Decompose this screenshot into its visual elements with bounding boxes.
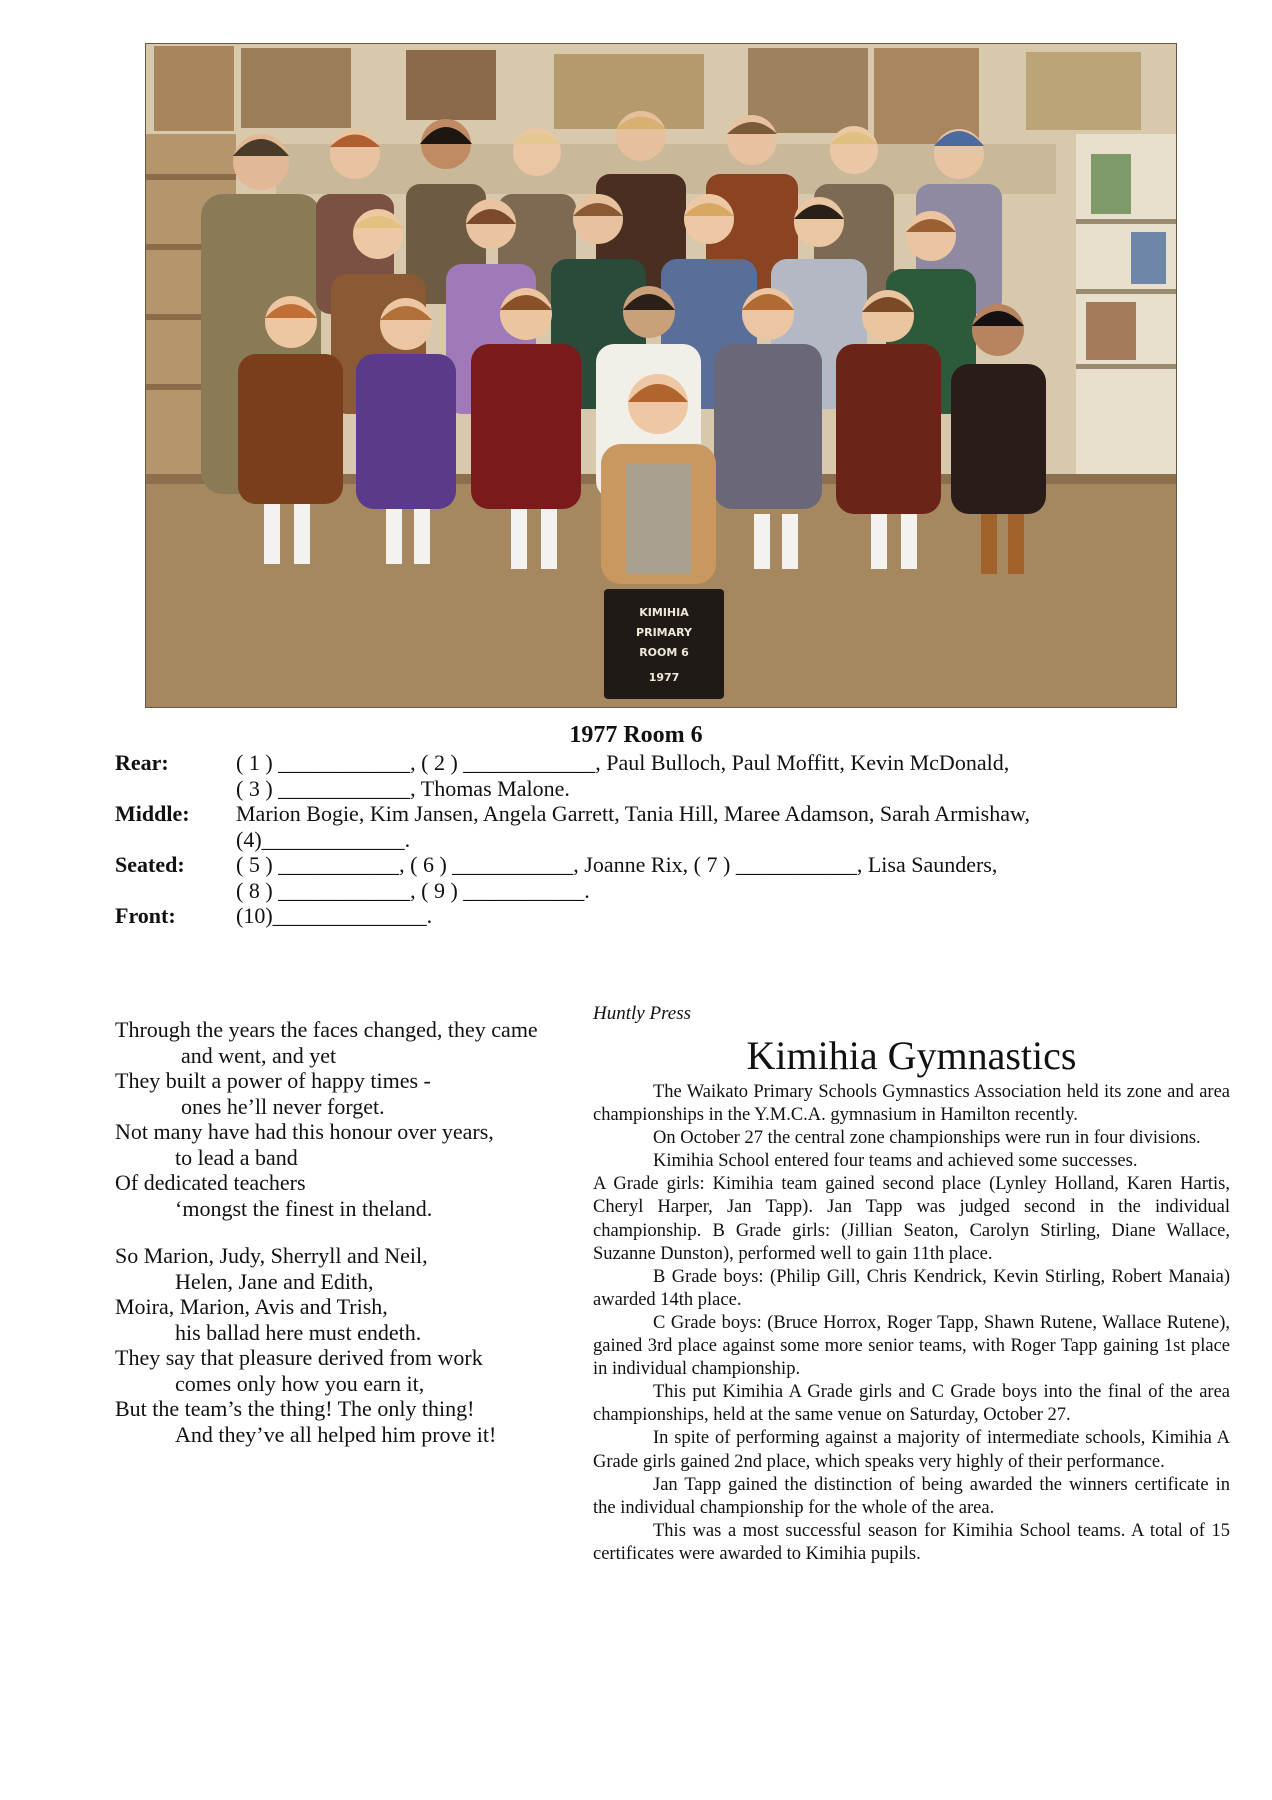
name-list [115,750,1165,929]
right-bookshelf [1076,134,1176,494]
poem-line: to lead a band [175,1144,298,1170]
row-names: (10)______________. [236,903,433,928]
article-body [593,1081,1230,1566]
article-paragraph: In spite of performing against a majority of intermediate schools, Kimihia A Grade girls gained 2nd place, which speaks very highly of their performance. [593,1428,1230,1472]
article-paragraph: C Grade boys: (Bruce Horrox, Roger Tapp, Shawn Rutene, Wallace Rutene), gained 3rd place against some more senior teams, with Roger Tapp gaining 1st place in individual championship. [593,1312,1230,1380]
poem-line: And they’ve all helped him prove it! [175,1421,497,1447]
class-photo-illustration [146,44,1176,707]
caption-row-seated [115,852,1165,903]
article-paragraph: Jan Tapp gained the distinction of being awarded the winners certificate in the individual championship for the whole of the area. [593,1474,1230,1518]
poem-line: Of dedicated teachers [115,1170,306,1195]
poem-line: Moira, Marion, Avis and Trish, [115,1294,388,1319]
board-line-4: 1977 [648,671,680,684]
caption-row-rear [115,750,1165,801]
poem-line: his ballad here must endeth. [175,1319,422,1345]
article-source: Huntly Press [593,1003,691,1024]
row-names: Marion Bogie, Kim Jansen, Angela Garrett, Tania Hill, Maree Adamson, Sarah Armishaw, [236,801,1030,826]
newspaper-article [593,1003,1230,1566]
caption-row-middle [115,801,1165,852]
board-line-1: KIMIHIA [639,606,689,619]
poem-line: and went, and yet [181,1042,337,1068]
row-label: Middle: [115,801,190,826]
poem-line: So Marion, Judy, Sherryll and Neil, [115,1243,428,1268]
row-names: ( 8 ) ____________, ( 9 ) ___________. [236,877,590,903]
article-paragraph: On October 27 the central zone championships were run in four divisions. [653,1128,1201,1149]
article-paragraph: This was a most successful season for Kimihia School teams. A total of 15 certificates were awarded to Kimihia pupils. [593,1520,1230,1564]
caption-title: 1977 Room 6 [569,722,703,748]
board-line-3: ROOM 6 [639,646,689,659]
article-headline: Kimihia Gymnastics [746,1033,1077,1078]
row-names: ( 5 ) ___________, ( 6 ) ___________, Joanne Rix, ( 7 ) ___________, Lisa Saunders, [236,852,998,877]
row-label: Front: [115,903,176,928]
poem-line: They built a power of happy times - [115,1068,431,1093]
poem-line: Helen, Jane and Edith, [175,1268,374,1294]
poem-line: ones he’ll never forget. [181,1093,385,1119]
article-paragraph: Kimihia School entered four teams and achieved some successes. [653,1151,1138,1172]
poem-line: But the team’s the thing! The only thing! [115,1396,475,1421]
board-line-2: PRIMARY [636,626,692,639]
caption-row-front [115,903,1165,929]
poem-line: ‘mongst the finest in theland. [175,1195,433,1221]
poem-line: They say that pleasure derived from work [115,1345,483,1370]
poem-line: Not many have had this honour over years, [115,1119,494,1144]
article-paragraph: A Grade girls: Kimihia team gained second place (Lynley Holland, Karen Hartis, Cheryl Harper, Jan Tapp). Jan Tapp was judged second in the individual championship. B Grade girls: (Jillian Seaton, Carolyn Stirling, Diane Wallace, Suzanne Dunston), performed well to gain 11th place. [593,1174,1230,1264]
row-names: ( 3 ) ____________, Thomas Malone. [236,775,570,801]
name-board [604,589,724,699]
row-names: ( 1 ) ____________, ( 2 ) ____________, Paul Bulloch, Paul Moffitt, Kevin McDonald, [236,750,1010,775]
row-names: (4)_____________. [236,826,411,852]
article-paragraph: B Grade boys: (Philip Gill, Chris Kendrick, Kevin Stirling, Robert Manaia) awarded 14th place. [593,1266,1230,1310]
row-label: Rear: [115,750,169,775]
row-label: Seated: [115,852,185,877]
article-paragraph: This put Kimihia A Grade girls and C Grade boys into the final of the area championships, held at the same venue on Saturday, October 27. [593,1382,1230,1426]
poem [115,1017,585,1447]
class-photo [145,43,1177,708]
article-paragraph: The Waikato Primary Schools Gymnastics Association held its zone and area championships in the Y.M.C.A. gymnasium in Hamilton recently. [593,1082,1230,1126]
poem-line: comes only how you earn it, [175,1370,425,1396]
poem-line: Through the years the faces changed, they came [115,1017,538,1042]
